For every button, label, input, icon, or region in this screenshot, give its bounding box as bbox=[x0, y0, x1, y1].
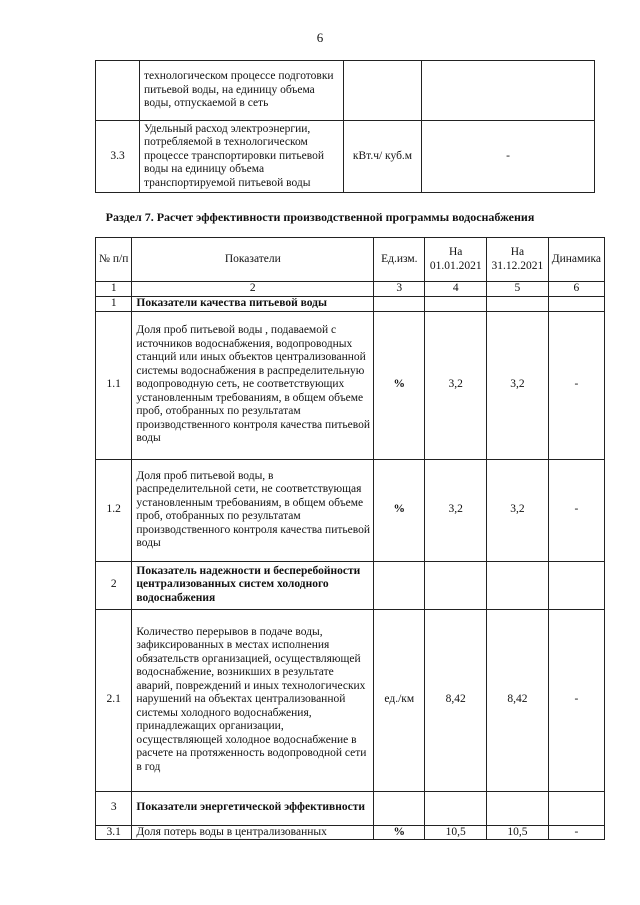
end-value bbox=[487, 791, 549, 825]
continued-table bbox=[95, 60, 595, 193]
indicator-text: Удельный расход электроэнергии, потребляемой в технологическом процессе транспортировки питьевой воды на единицу объема транспортируемой питьевой воды bbox=[140, 121, 344, 193]
unit-cell: ед./км bbox=[374, 609, 425, 791]
row-number: 1.1 bbox=[96, 311, 132, 459]
start-value bbox=[425, 791, 487, 825]
dynamics-value: - bbox=[548, 311, 604, 459]
start-value: 10,5 bbox=[425, 825, 487, 840]
dynamics-value bbox=[548, 296, 604, 311]
end-value bbox=[487, 561, 549, 609]
table-row bbox=[96, 791, 605, 825]
table-row bbox=[96, 311, 605, 459]
table-row bbox=[96, 61, 595, 121]
dynamics-value: - bbox=[548, 825, 604, 840]
col-number: 1 bbox=[96, 282, 132, 297]
row-number: 1 bbox=[96, 296, 132, 311]
dynamics-value: - bbox=[548, 609, 604, 791]
indicator-text: Показатели энергетической эффективности bbox=[132, 791, 374, 825]
page-number: 6 bbox=[316, 30, 324, 45]
unit-cell: % bbox=[374, 459, 425, 561]
header-end: На 31.12.2021 bbox=[487, 238, 549, 282]
table-row bbox=[96, 825, 605, 840]
row-number: 2 bbox=[96, 561, 132, 609]
unit-cell: кВт.ч/ куб.м bbox=[344, 121, 422, 193]
indicator-text: Показатель надежности и бесперебойности централизованных систем холодного водоснабжения bbox=[132, 561, 374, 609]
indicator-text: Количество перерывов в подаче воды, зафиксированных в местах исполнения обязательств организацией, осуществляющей водоснабжение, возникших в результате аварий, повреждений и иных технологических нарушений на объектах централизованной системы холодного водоснабжения, принадлежащих организации, осуществляющей холодное водоснабжение в расчете на протяженность водопроводной сети в год bbox=[132, 609, 374, 791]
start-value bbox=[425, 296, 487, 311]
section-title: Раздел 7. Расчет эффективности производственной программы водоснабжения bbox=[105, 210, 535, 224]
end-value: 10,5 bbox=[487, 825, 549, 840]
col-number: 2 bbox=[132, 282, 374, 297]
column-number-row bbox=[96, 282, 605, 297]
table-row bbox=[96, 561, 605, 609]
table-row bbox=[96, 296, 605, 311]
unit-cell: % bbox=[374, 311, 425, 459]
value-cell bbox=[422, 61, 595, 121]
dynamics-value bbox=[548, 561, 604, 609]
dynamics-value: - bbox=[548, 459, 604, 561]
header-unit: Ед.изм. bbox=[374, 238, 425, 282]
row-number: 1.2 bbox=[96, 459, 132, 561]
end-value: 8,42 bbox=[487, 609, 549, 791]
start-value: 8,42 bbox=[425, 609, 487, 791]
table-row bbox=[96, 609, 605, 791]
indicator-text: технологическом процессе подготовки питьевой воды, на единицу объема воды, отпускаемой в сеть bbox=[140, 61, 344, 121]
efficiency-table bbox=[95, 237, 605, 840]
col-number: 3 bbox=[374, 282, 425, 297]
start-value: 3,2 bbox=[425, 311, 487, 459]
end-value bbox=[487, 296, 549, 311]
indicator-text: Показатели качества питьевой воды bbox=[132, 296, 374, 311]
unit-cell bbox=[344, 61, 422, 121]
row-number bbox=[96, 61, 140, 121]
header-indicator: Показатели bbox=[132, 238, 374, 282]
dynamics-value bbox=[548, 791, 604, 825]
indicator-text: Доля проб питьевой воды, в распределительной сети, не соответствующая установленным требованиям, в общем объеме проб, отобранных по результатам производственного контроля качества питьевой воды bbox=[132, 459, 374, 561]
unit-cell bbox=[374, 296, 425, 311]
header-num: № п/п bbox=[96, 238, 132, 282]
value-cell: - bbox=[422, 121, 595, 193]
row-number: 3.3 bbox=[96, 121, 140, 193]
indicator-text: Доля потерь воды в централизованных bbox=[132, 825, 374, 840]
header-row bbox=[96, 238, 605, 282]
header-dynamics: Динамика bbox=[548, 238, 604, 282]
unit-cell: % bbox=[374, 825, 425, 840]
start-value bbox=[425, 561, 487, 609]
col-number: 5 bbox=[487, 282, 549, 297]
indicator-text: Доля проб питьевой воды , подаваемой с источников водоснабжения, водопроводных станций или иных объектов централизованной системы водоснабжения в распределительную водопроводную сеть, не соответствующих установленным требованиям, в общем объеме проб, отобранных по результатам производственного контроля качества питьевой воды bbox=[132, 311, 374, 459]
table-row bbox=[96, 121, 595, 193]
end-value: 3,2 bbox=[487, 459, 549, 561]
row-number: 2.1 bbox=[96, 609, 132, 791]
col-number: 6 bbox=[548, 282, 604, 297]
start-value: 3,2 bbox=[425, 459, 487, 561]
end-value: 3,2 bbox=[487, 311, 549, 459]
header-start: На 01.01.2021 bbox=[425, 238, 487, 282]
table-row bbox=[96, 459, 605, 561]
row-number: 3 bbox=[96, 791, 132, 825]
row-number: 3.1 bbox=[96, 825, 132, 840]
unit-cell bbox=[374, 561, 425, 609]
unit-cell bbox=[374, 791, 425, 825]
col-number: 4 bbox=[425, 282, 487, 297]
